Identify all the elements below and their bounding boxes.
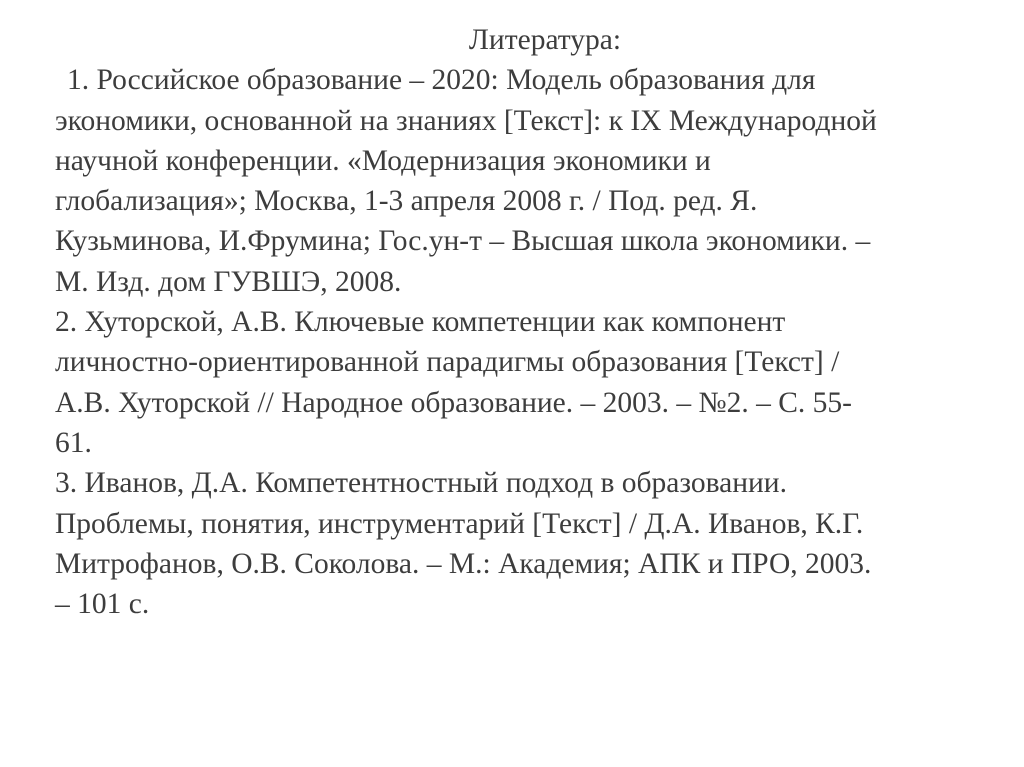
- reference-1-line-5: Кузьминова, И.Фрумина; Гос.ун-т – Высшая школа экономики. –: [55, 225, 871, 258]
- reference-1-line-1: 1. Российское образование – 2020: Модель образования для: [67, 64, 816, 97]
- reference-1-line-4: глобализация»; Москва, 1-3 апреля 2008 г. / Под. ред. Я.: [55, 185, 758, 218]
- reference-3-line-1: 3. Иванов, Д.А. Компетентностный подход в образовании.: [55, 467, 787, 500]
- reference-item-2: [55, 302, 1015, 463]
- reference-1-line-2: экономики, основанной на знаниях [Текст]: к IX Международной: [55, 104, 877, 137]
- reference-2-line-4: 61.: [55, 426, 92, 459]
- reference-1-line-6: М. Изд. дом ГУВШЭ, 2008.: [55, 265, 402, 298]
- reference-2-line-1: 2. Хуторской, А.В. Ключевые компетенции как компонент: [55, 306, 786, 339]
- references-heading: Литература:: [468, 24, 622, 56]
- reference-2-line-2: личностно-ориентированной парадигмы образования [Текст] /: [55, 346, 840, 379]
- reference-item-3: [55, 463, 1015, 624]
- reference-1-line-3: научной конференции. «Модернизация экономики и: [55, 144, 711, 177]
- reference-2-line-3: А.В. Хуторской // Народное образование. – 2003. – №2. – С. 55-: [55, 386, 853, 419]
- reference-3-line-2: Проблемы, понятия, инструментарий [Текст] / Д.А. Иванов, К.Г.: [55, 507, 864, 540]
- reference-3-line-3: Митрофанов, О.В. Соколова. – М.: Академия; АПК и ПРО, 2003.: [55, 547, 872, 580]
- reference-item-1: [55, 60, 1015, 302]
- reference-3-line-4: – 101 с.: [55, 588, 150, 621]
- references-text-block: [55, 20, 1015, 624]
